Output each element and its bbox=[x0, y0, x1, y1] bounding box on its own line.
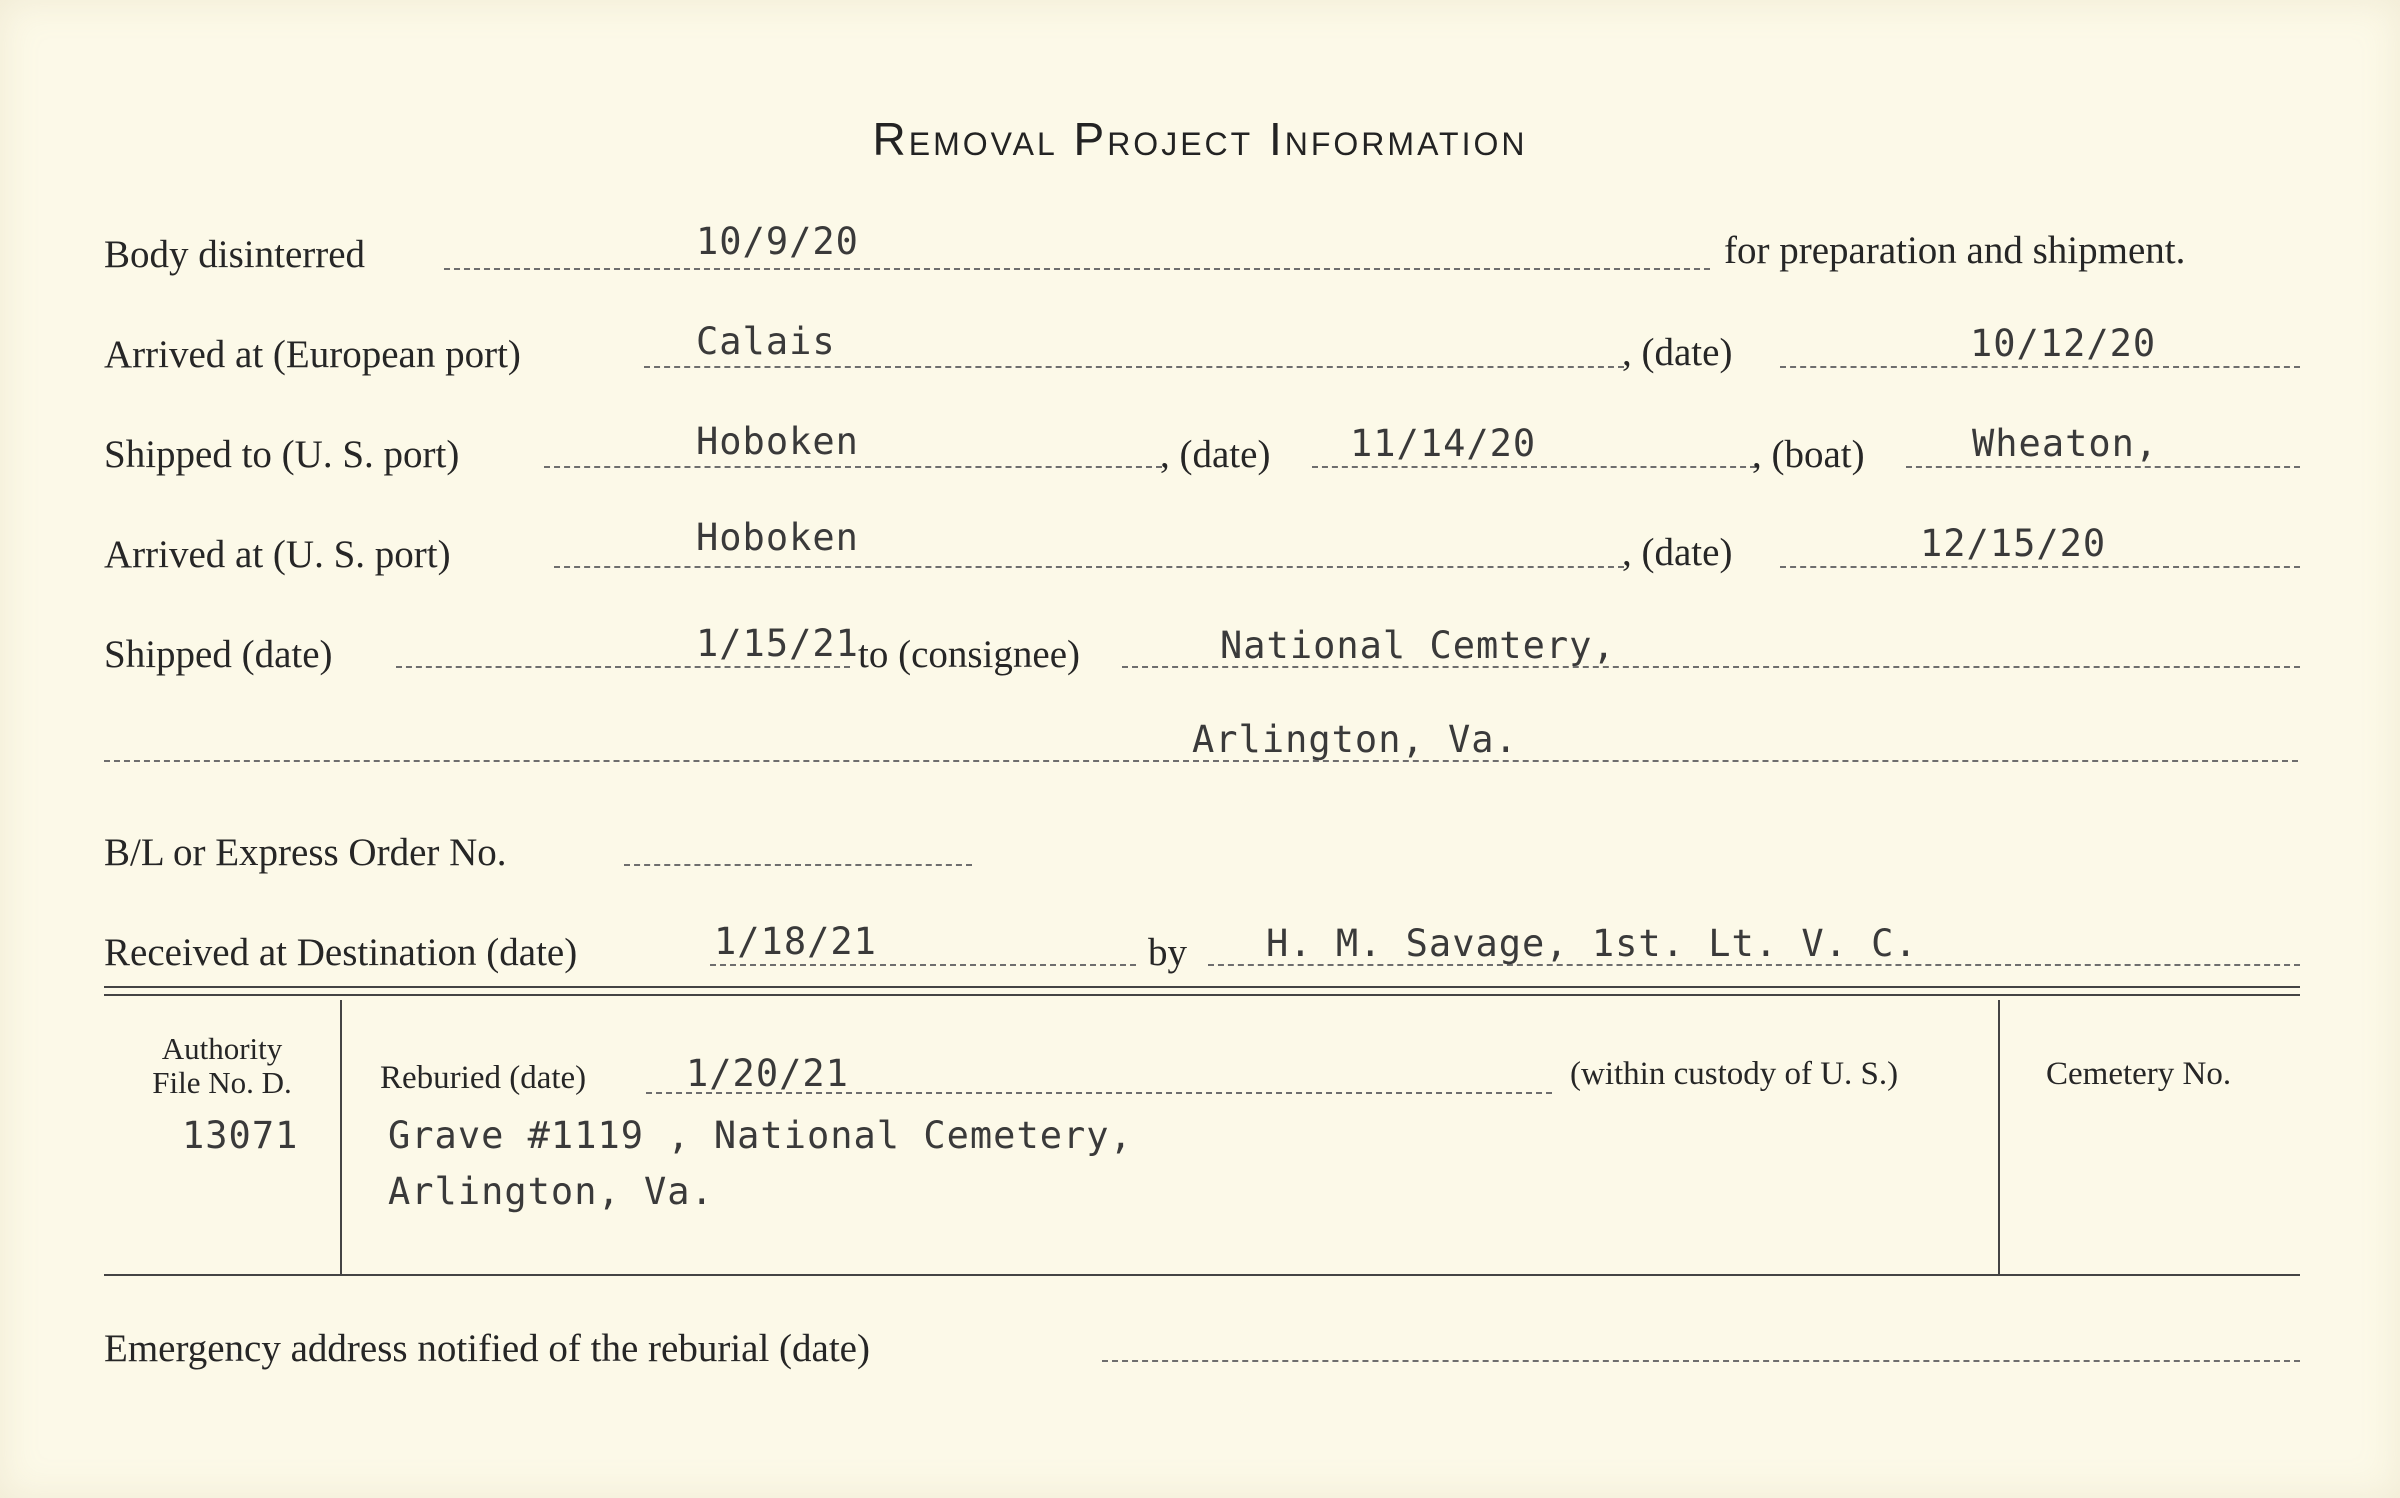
box-divider-left bbox=[340, 1000, 342, 1274]
arrived-us-date-line bbox=[1780, 566, 2300, 568]
authority-label-1: Authority bbox=[161, 1031, 283, 1066]
shipped-us-date-value: 11/14/20 bbox=[1350, 422, 1537, 465]
european-port-date-value: 10/12/20 bbox=[1970, 322, 2157, 365]
shipped-us-line bbox=[544, 466, 1162, 468]
shipped-value: 1/15/21 bbox=[696, 622, 859, 665]
emergency-line bbox=[1102, 1360, 2300, 1362]
received-line bbox=[710, 964, 1136, 966]
box-divider-right bbox=[1998, 1000, 2000, 1274]
disinterred-label: Body disinterred bbox=[104, 233, 366, 276]
shipped-us-label: Shipped to (U. S. port) bbox=[104, 433, 460, 476]
consignee-value-2: Arlington, Va. bbox=[1192, 718, 1518, 761]
shipped-us-value: Hoboken bbox=[696, 420, 859, 463]
consignee-value: National Cemtery, bbox=[1220, 624, 1616, 667]
european-port-line bbox=[644, 366, 1624, 368]
page-title: Removal Project Information bbox=[872, 113, 1528, 165]
consignee-label: to (consignee) bbox=[858, 633, 1081, 676]
box-bottom-rule bbox=[104, 1274, 2300, 1276]
authority-label-2: File No. D. bbox=[152, 1065, 292, 1100]
box-top-rule-2 bbox=[104, 994, 2300, 996]
authority-value: 13071 bbox=[182, 1114, 299, 1157]
disinterred-line bbox=[444, 268, 1710, 270]
received-by-value: H. M. Savage, 1st. Lt. V. C. bbox=[1266, 922, 1918, 965]
arrived-us-label: Arrived at (U. S. port) bbox=[104, 533, 451, 576]
european-port-date-label: , (date) bbox=[1622, 331, 1733, 374]
shipped-label: Shipped (date) bbox=[104, 633, 333, 676]
shipped-us-boat-label: , (boat) bbox=[1752, 433, 1865, 476]
european-port-date-line bbox=[1780, 366, 2300, 368]
grave-line-2: Arlington, Va. bbox=[388, 1170, 714, 1213]
european-port-value: Calais bbox=[696, 320, 836, 363]
received-by-label: by bbox=[1148, 931, 1187, 974]
shipped-us-date-line bbox=[1312, 466, 1756, 468]
box-top-rule bbox=[104, 986, 2300, 988]
emergency-label: Emergency address notified of the reburial (date) bbox=[104, 1327, 870, 1370]
grave-line-1: Grave #1119 , National Cemetery, bbox=[388, 1114, 1133, 1157]
disinterred-value: 10/9/20 bbox=[696, 220, 859, 263]
reburied-label: Reburied (date) bbox=[380, 1060, 587, 1096]
arrived-us-date-label: , (date) bbox=[1622, 531, 1733, 574]
received-label: Received at Destination (date) bbox=[104, 931, 578, 974]
received-value: 1/18/21 bbox=[714, 920, 877, 963]
custody-label: (within custody of U. S.) bbox=[1570, 1056, 1899, 1092]
bl-order-line bbox=[624, 864, 972, 866]
cemetery-label: Cemetery No. bbox=[2046, 1056, 2232, 1092]
shipped-us-date-label: , (date) bbox=[1160, 433, 1271, 476]
arrived-us-value: Hoboken bbox=[696, 516, 859, 559]
shipped-us-boat-value: Wheaton, bbox=[1972, 422, 2159, 465]
bl-order-label: B/L or Express Order No. bbox=[104, 831, 507, 874]
reburied-value: 1/20/21 bbox=[686, 1052, 849, 1095]
arrived-us-line bbox=[554, 566, 1624, 568]
european-port-label: Arrived at (European port) bbox=[104, 333, 521, 376]
shipped-us-boat-line bbox=[1906, 466, 2300, 468]
disinterred-suffix: for preparation and shipment. bbox=[1724, 229, 2186, 272]
shipped-line bbox=[396, 666, 850, 668]
arrived-us-date-value: 12/15/20 bbox=[1920, 522, 2107, 565]
